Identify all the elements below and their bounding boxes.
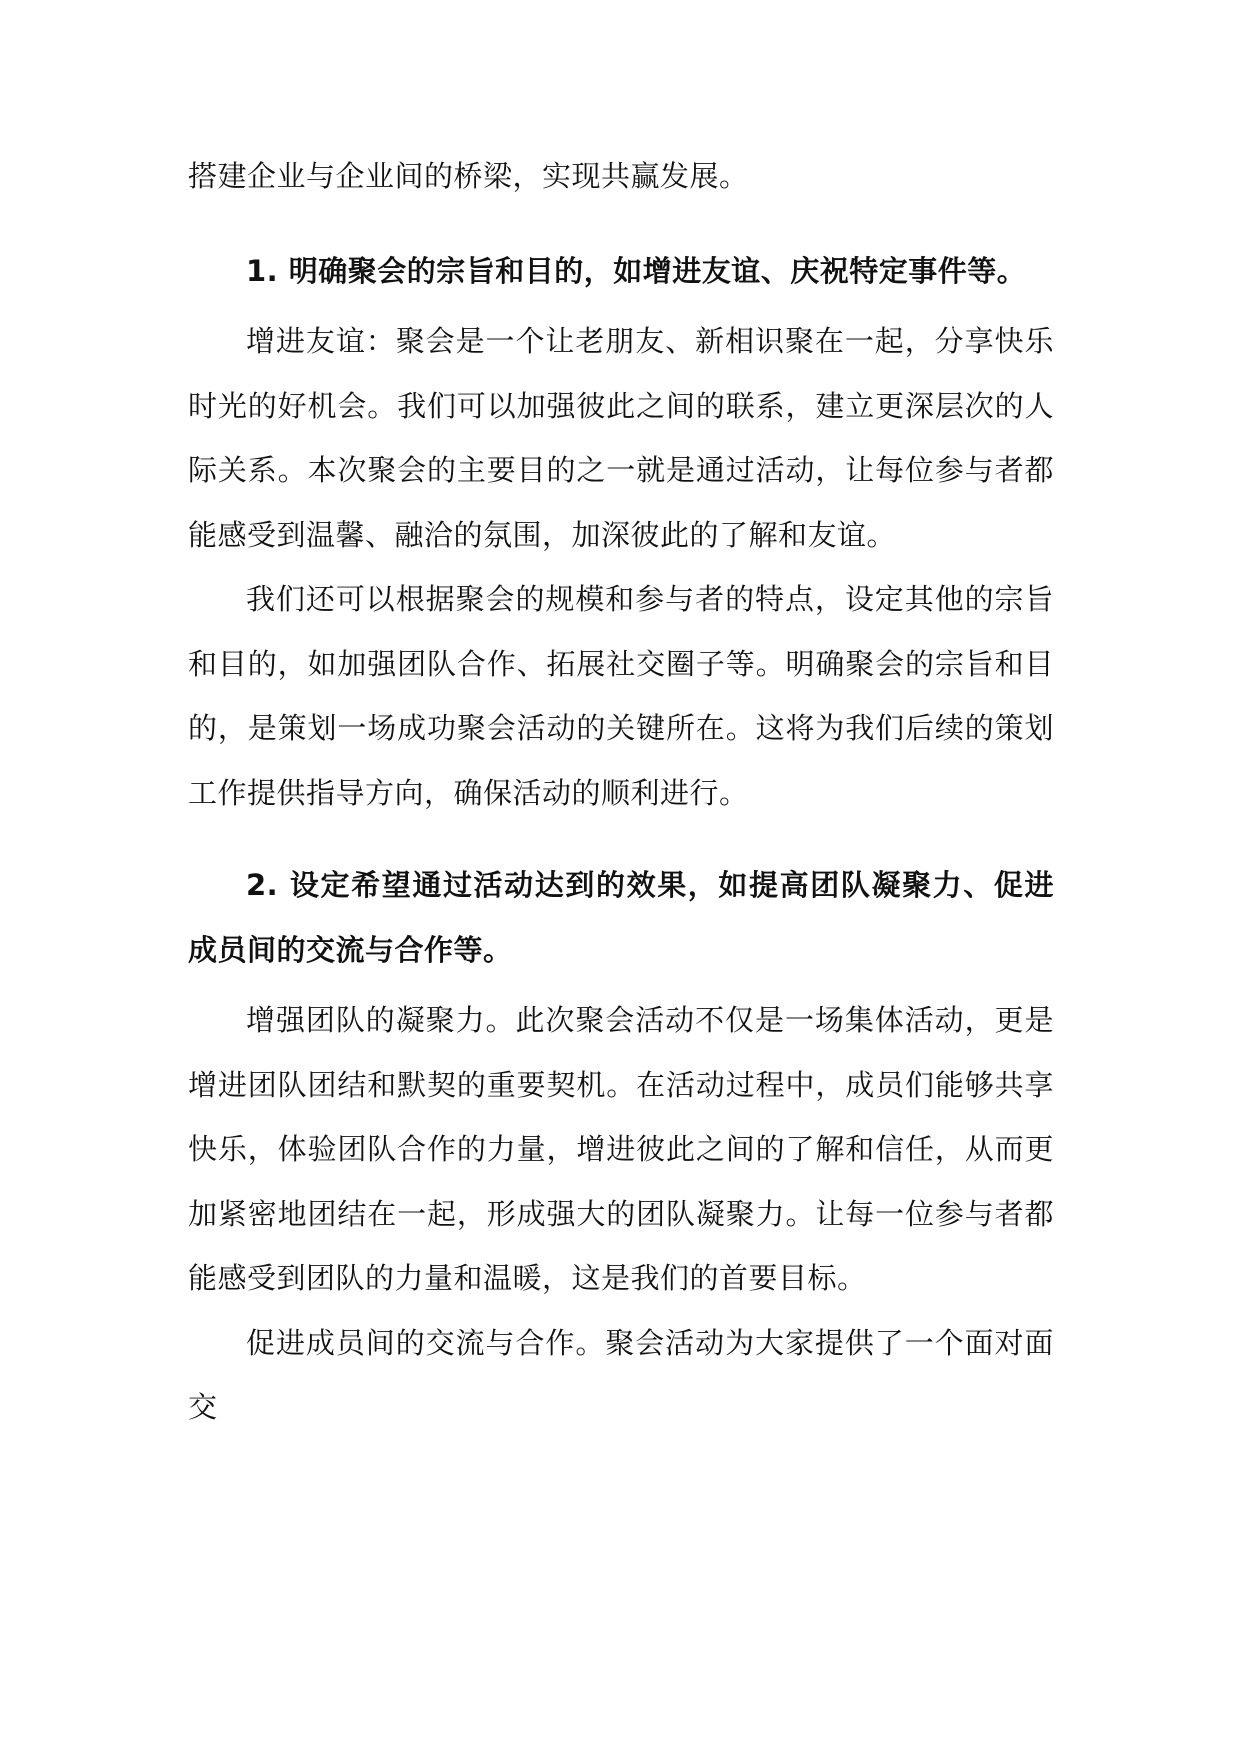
intro-continuation-paragraph: 搭建企业与企业间的桥梁，实现共赢发展。 (188, 159, 749, 193)
section-1-heading: 1. 明确聚会的宗旨和目的，如增进友谊、庆祝特定事件等。 (246, 253, 1027, 288)
section-2-paragraph-1: 增强团队的凝聚力。此次聚会活动不仅是一场集体活动，更是增进团队团结和默契的重要契机。在活动过程中，成员们能够共享快乐，体验团队合作的力量，增进彼此之间的了解和信任，从而更加紧密地团结在一起，形成强大的团队凝聚力。让每一位参与者都能感受到团队的力量和温暖，这是我们的首要目标。 (188, 1003, 1054, 1295)
document-body (188, 144, 1054, 1440)
section-1-paragraph-1: 增进友谊：聚会是一个让老朋友、新相识聚在一起，分享快乐时光的好机会。我们可以加强彼此之间的联系，建立更深层次的人际关系。本次聚会的主要目的之一就是通过活动，让每位参与者都能感受到温馨、融洽的氛围，加深彼此的了解和友谊。 (188, 324, 1054, 552)
section-1-paragraph-2: 我们还可以根据聚会的规模和参与者的特点，设定其他的宗旨和目的，如加强团队合作、拓展社交圈子等。明确聚会的宗旨和目的，是策划一场成功聚会活动的关键所在。这将为我们后续的策划工作提供指导方向，确保活动的顺利进行。 (188, 582, 1054, 810)
section-2-paragraph-2: 促进成员间的交流与合作。聚会活动为大家提供了一个面对面交 (188, 1325, 1054, 1424)
section-2-heading: 2. 设定希望通过活动达到的效果，如提高团队凝聚力、促进成员间的交流与合作等。 (188, 868, 1054, 967)
